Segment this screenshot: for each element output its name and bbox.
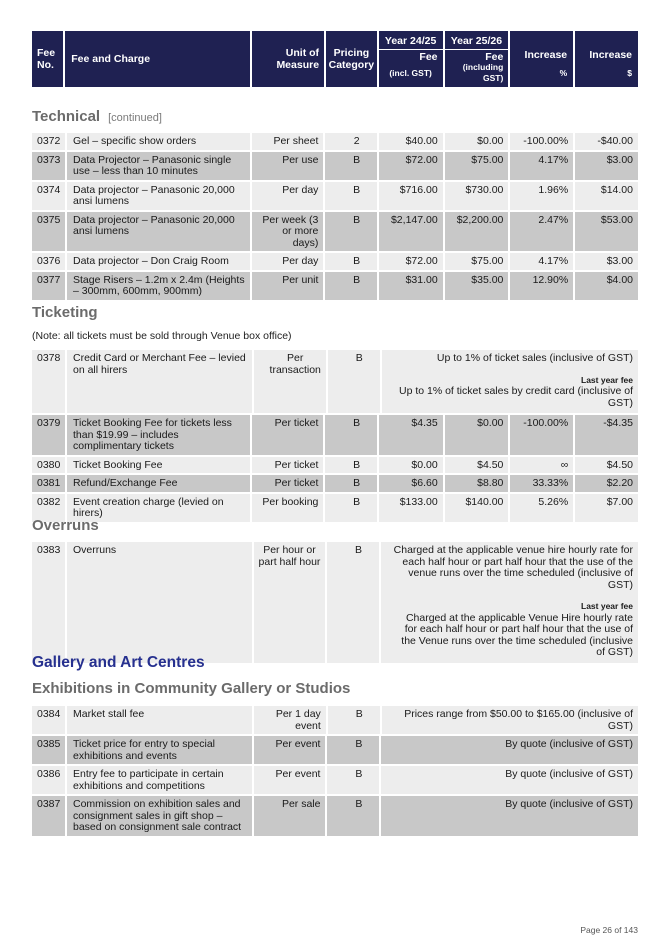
fee-2526: $35.00 xyxy=(445,272,509,300)
unit: Per use xyxy=(252,152,323,180)
fee-description: By quote (inclusive of GST) xyxy=(381,796,638,836)
table-row xyxy=(32,796,638,836)
unit: Per day xyxy=(252,182,323,210)
fee-description: By quote (inclusive of GST) xyxy=(381,736,638,764)
fee-description: Prices range from $50.00 to $165.00 (inclusive of GST) xyxy=(382,706,638,734)
header-increase-pct-label: Increase xyxy=(524,49,568,61)
header-year-2425-sub: (incl. GST) xyxy=(389,68,432,78)
unit: Per ticket xyxy=(252,415,323,455)
table-row xyxy=(32,542,638,663)
fee-2526: $75.00 xyxy=(445,253,509,270)
unit: Per hour or part half hour xyxy=(254,542,325,663)
fee-2425: $4.35 xyxy=(379,415,443,455)
fee-2425: $6.60 xyxy=(379,475,443,492)
ticketing-table xyxy=(32,350,638,524)
header-increase-amt-label: Increase xyxy=(589,49,633,61)
header-increase-amt xyxy=(575,31,638,87)
increase-amt: -$4.35 xyxy=(575,415,638,455)
fee-name: Ticket Booking Fee xyxy=(67,457,250,474)
category: B xyxy=(325,253,377,270)
fee-no: 0387 xyxy=(32,796,65,836)
fee-no: 0379 xyxy=(32,415,65,455)
header-increase-pct-unit: % xyxy=(559,68,568,78)
fee-name: Entry fee to participate in certain exhibitions and competitions xyxy=(67,766,252,794)
fee-2425: $31.00 xyxy=(379,272,443,300)
header-year-2526-sub: (including GST) xyxy=(462,62,504,83)
last-year-text: Charged at the applicable Venue Hire hourly rate for each half hour or part half hour that the use of the Venue runs over the time scheduled (inclusive of GST) xyxy=(401,611,633,658)
fee-2526: $4.50 xyxy=(445,457,509,474)
fee-2526: $0.00 xyxy=(445,133,509,150)
header-year-2526-label: Year 25/26 xyxy=(450,35,503,47)
header-fee-no: Fee No. xyxy=(32,31,63,87)
table-row xyxy=(32,350,638,413)
category: B xyxy=(325,152,377,180)
page-number: Page 26 of 143 xyxy=(580,925,638,935)
fee-name: Gel – specific show orders xyxy=(67,133,250,150)
unit: Per ticket xyxy=(252,475,323,492)
fee-no: 0378 xyxy=(32,350,65,413)
header-year-2526-fee: Fee xyxy=(485,51,504,63)
fee-2425: $40.00 xyxy=(379,133,443,150)
fee-table-page xyxy=(32,31,638,87)
fee-no: 0377 xyxy=(32,272,65,300)
unit: Per unit xyxy=(252,272,323,300)
table-row xyxy=(32,212,638,252)
table-row xyxy=(32,253,638,270)
increase-pct: 5.26% xyxy=(510,494,573,522)
fee-name: Credit Card or Merchant Fee – levied on all hirers xyxy=(67,350,252,413)
fee-2425: $2,147.00 xyxy=(379,212,443,252)
increase-amt: $4.50 xyxy=(575,457,638,474)
table-row xyxy=(32,706,638,734)
unit: Per sale xyxy=(254,796,326,836)
category: B xyxy=(325,182,377,210)
fee-text: Charged at the applicable venue hire hourly rate for each half hour or part half hour that the use of the venue runs over the time scheduled (inclusive of GST) xyxy=(393,544,633,591)
section-gallery-title: Gallery and Art Centres xyxy=(32,654,205,671)
section-overruns-title: Overruns xyxy=(32,517,99,534)
fee-name: Event creation charge (levied on hirers) xyxy=(67,494,250,522)
category: B xyxy=(325,272,377,300)
section-technical-heading xyxy=(32,108,162,125)
technical-table xyxy=(32,133,638,302)
fee-name: Data Projector – Panasonic single use – less than 10 minutes xyxy=(67,152,250,180)
increase-pct: 4.17% xyxy=(510,253,573,270)
fee-no: 0383 xyxy=(32,542,65,663)
category: B xyxy=(328,350,380,413)
fee-no: 0382 xyxy=(32,494,65,522)
category: B xyxy=(325,415,377,455)
category: B xyxy=(325,212,377,252)
fee-no: 0375 xyxy=(32,212,65,252)
unit: Per sheet xyxy=(252,133,323,150)
last-year-label: Last year fee xyxy=(581,374,633,385)
header-increase-amt-unit: $ xyxy=(627,68,633,78)
table-row xyxy=(32,736,638,764)
fee-name: Commission on exhibition sales and consignment sales in gift shop – based on consignment sale contract xyxy=(67,796,252,836)
header-year-2425 xyxy=(379,31,443,87)
fee-no: 0372 xyxy=(32,133,65,150)
unit: Per ticket xyxy=(252,457,323,474)
header-fee-and-charge-label: Fee and Charge xyxy=(71,53,151,65)
category: B xyxy=(327,796,379,836)
header-pricing-category: Pricing Category xyxy=(326,31,377,87)
fee-2425: $72.00 xyxy=(379,152,443,180)
unit: Per 1 day event xyxy=(254,706,326,734)
unit: Per transaction xyxy=(254,350,326,413)
fee-description xyxy=(382,350,638,413)
header-increase-pct xyxy=(510,31,573,87)
table-row xyxy=(32,415,638,455)
increase-amt: $7.00 xyxy=(575,494,638,522)
fee-name: Data projector – Don Craig Room xyxy=(67,253,250,270)
table-row xyxy=(32,182,638,210)
increase-pct: 33.33% xyxy=(510,475,573,492)
increase-pct: 12.90% xyxy=(510,272,573,300)
fee-name: Data projector – Panasonic 20,000 ansi lumens xyxy=(67,182,250,210)
header-fee-and-charge xyxy=(65,31,250,87)
last-year-label: Last year fee xyxy=(581,601,633,611)
gallery-table xyxy=(32,706,638,838)
header-divider xyxy=(445,49,509,50)
last-year-text: Up to 1% of ticket sales by credit card (inclusive of GST) xyxy=(398,385,633,409)
fee-name: Overruns xyxy=(67,542,252,663)
category: B xyxy=(327,736,379,764)
fee-2526: $140.00 xyxy=(445,494,509,522)
header-divider xyxy=(379,49,443,50)
fee-2425: $0.00 xyxy=(379,457,443,474)
increase-amt: $4.00 xyxy=(575,272,638,300)
increase-pct: 2.47% xyxy=(510,212,573,252)
unit: Per booking xyxy=(252,494,323,522)
fee-name: Ticket Booking Fee for tickets less than $19.99 – includes complimentary tickets xyxy=(67,415,250,455)
fee-description xyxy=(381,542,638,663)
fee-no: 0386 xyxy=(32,766,65,794)
fee-no: 0381 xyxy=(32,475,65,492)
fee-no: 0376 xyxy=(32,253,65,270)
unit: Per event xyxy=(254,736,326,764)
increase-amt: -$40.00 xyxy=(575,133,638,150)
section-gallery-subtitle: Exhibitions in Community Gallery or Studios xyxy=(32,680,351,697)
increase-amt: $2.20 xyxy=(575,475,638,492)
table-header xyxy=(32,31,638,87)
table-row xyxy=(32,133,638,150)
increase-pct: -100.00% xyxy=(510,415,573,455)
fee-name: Stage Risers – 1.2m x 2.4m (Heights – 300mm, 600mm, 900mm) xyxy=(67,272,250,300)
increase-amt: $3.00 xyxy=(575,152,638,180)
category: B xyxy=(328,706,380,734)
fee-name: Refund/Exchange Fee xyxy=(67,475,250,492)
fee-2425: $716.00 xyxy=(379,182,443,210)
unit: Per day xyxy=(252,253,323,270)
overruns-table xyxy=(32,542,638,665)
fee-2425: $72.00 xyxy=(379,253,443,270)
increase-pct: ∞ xyxy=(510,457,573,474)
category: B xyxy=(325,457,377,474)
increase-pct: 4.17% xyxy=(510,152,573,180)
table-row xyxy=(32,494,638,522)
header-year-2425-fee: Fee xyxy=(419,51,438,63)
fee-name: Data projector – Panasonic 20,000 ansi lumens xyxy=(67,212,250,252)
increase-amt: $53.00 xyxy=(575,212,638,252)
fee-2526: $8.80 xyxy=(445,475,509,492)
fee-name: Market stall fee xyxy=(67,706,252,734)
increase-amt: $3.00 xyxy=(575,253,638,270)
fee-text: Up to 1% of ticket sales (inclusive of GST) xyxy=(436,352,633,364)
fee-description: By quote (inclusive of GST) xyxy=(381,766,638,794)
section-ticketing-title: Ticketing xyxy=(32,304,98,321)
table-row xyxy=(32,475,638,492)
category: B xyxy=(325,494,377,522)
technical-title: Technical xyxy=(32,108,101,125)
fee-2425: $133.00 xyxy=(379,494,443,522)
header-year-2425-label: Year 24/25 xyxy=(384,35,437,47)
table-row xyxy=(32,766,638,794)
increase-amt: $14.00 xyxy=(575,182,638,210)
table-row xyxy=(32,457,638,474)
unit: Per week (3 or more days) xyxy=(252,212,323,252)
category: 2 xyxy=(325,133,377,150)
fee-2526: $0.00 xyxy=(445,415,509,455)
unit: Per event xyxy=(254,766,326,794)
table-row xyxy=(32,152,638,180)
fee-2526: $2,200.00 xyxy=(445,212,509,252)
fee-no: 0385 xyxy=(32,736,65,764)
ticketing-note: (Note: all tickets must be sold through Venue box office) xyxy=(32,330,292,342)
fee-no: 0380 xyxy=(32,457,65,474)
continued-label: [continued] xyxy=(108,112,162,124)
fee-no: 0384 xyxy=(32,706,65,734)
fee-2526: $730.00 xyxy=(445,182,509,210)
category: B xyxy=(327,766,379,794)
fee-no: 0374 xyxy=(32,182,65,210)
fee-no: 0373 xyxy=(32,152,65,180)
section-title xyxy=(32,108,162,125)
category: B xyxy=(327,542,379,663)
table-row xyxy=(32,272,638,300)
header-year-2526 xyxy=(445,31,509,87)
increase-pct: 1.96% xyxy=(510,182,573,210)
fee-2526: $75.00 xyxy=(445,152,509,180)
header-unit-of-measure: Unit of Measure xyxy=(252,31,324,87)
category: B xyxy=(325,475,377,492)
fee-name: Ticket price for entry to special exhibitions and events xyxy=(67,736,252,764)
increase-pct: -100.00% xyxy=(510,133,573,150)
